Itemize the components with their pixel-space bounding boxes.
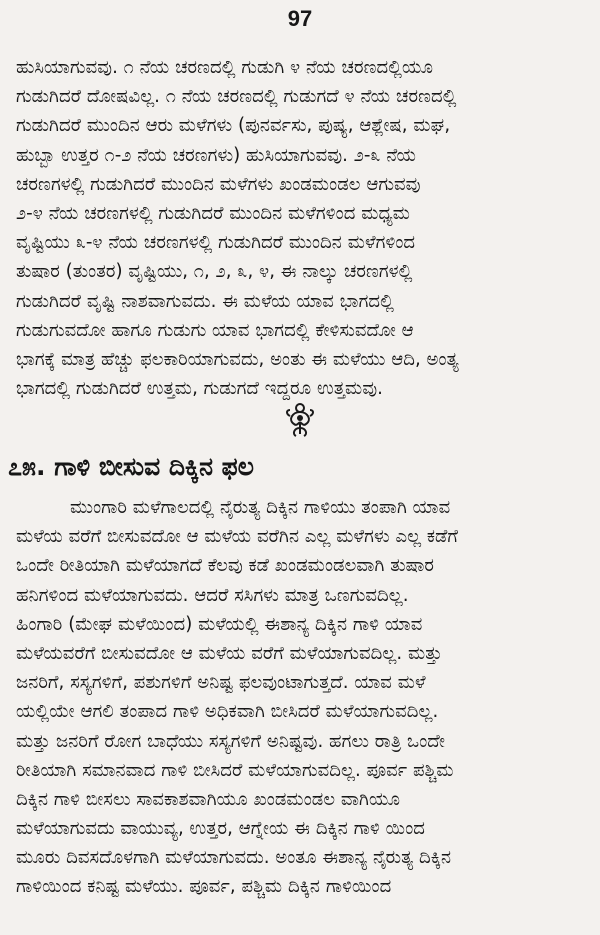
paragraph-2 <box>16 493 588 902</box>
text-line: ಮಳೆಯ ವರೆಗೆ ಬೀಸುವದೋ ಆ ಮಳೆಯ ವರೆಗಿನ ಎಲ್ಲ ಮಳೆಗಳು ಎಲ್ಲ ಕಡೆಗೆ <box>16 526 458 548</box>
text-line: ಯಲ್ಲಿಯೇ ಆಗಲಿ ತಂಪಾದ ಗಾಳಿ ಅಧಿಕವಾಗಿ ಬೀಸಿದರೆ ಮಳೆಯಾಗುವದಿಲ್ಲ. <box>16 701 439 723</box>
text-line: ರೀತಿಯಾಗಿ ಸಮಾನವಾದ ಗಾಳಿ ಬೀಸಿದರೆ ಮಳೆಯಾಗುವದಿಲ್ಲ. ಪೂರ್ವ ಪಶ್ಚಿಮ <box>16 759 454 781</box>
text-line: ಚರಣಗಳಲ್ಲಿ ಗುಡುಗಿದರೆ ಮುಂದಿನ ಮಳೆಗಳು ಖಂಡಮಂಡಲ ಆಗುವವು <box>16 173 421 195</box>
text-line: ಗುಡುಗಿದರೆ ವೃಷ್ಟಿ ನಾಶವಾಗುವದು. ಈ ಮಳೆಯ ಯಾವ ಭಾಗದಲ್ಲಿ <box>16 290 394 312</box>
text-line: ಮಳೆಯವರೆಗೆ ಬೀಸುವದೋ ಆ ಮಳೆಯ ವರೆಗೆ ಮಳೆಯಾಗುವದಿಲ್ಲ. ಮತ್ತು <box>16 642 443 664</box>
text-line: ಗಾಳಿಯಿಂದ ಕನಿಷ್ಟ ಮಳೆಯು. ಪೂರ್ವ, ಪಶ್ಚಿಮ ದಿಕ್ಕಿನ ಗಾಳಿಯಿಂದ <box>16 876 392 898</box>
text-line: ಗುಡುಗಿದರೆ ಮುಂದಿನ ಆರು ಮಳೆಗಳು (ಪುನರ್ವಸು, ಪುಷ್ಯ, ಆಶ್ಲೇಷ, ಮಘ, <box>16 115 451 137</box>
text-line: ದಿಕ್ಕಿನ ಗಾಳಿ ಬೀಸಲು ಸಾವಕಾಶವಾಗಿಯೂ ಖಂಡಮಂಡಲ ವಾಗಿಯೂ <box>16 788 401 810</box>
text-line: ವೃಷ್ಟಿಯು ೩-೪ ನೆಯ ಚರಣಗಳಲ್ಲಿ ಗುಡುಗಿದರೆ ಮುಂದಿನ ಮಳೆಗಳಿಂದ <box>16 232 416 254</box>
text-line: ಮಳೆಯಾಗುವದು ವಾಯುವ್ಯ, ಉತ್ತರ, ಆಗ್ನೇಯ ಈ ದಿಕ್ಕಿನ ಗಾಳಿ ಯಿಂದ <box>16 818 425 840</box>
text-line: ೨-೪ ನೆಯ ಚರಣಗಳಲ್ಲಿ ಗುಡುಗಿದರೆ ಮುಂದಿನ ಮಳೆಗಳಿಂದ ಮಧ್ಯಮ <box>16 202 411 224</box>
section-heading: ೭೫. ಗಾಳಿ ಬೀಸುವ ದಿಕ್ಕಿನ ಫಲ <box>8 452 254 481</box>
text-line: ತುಷಾರ (ತುಂತರ) ವೃಷ್ಟಿಯು, ೧, ೨, ೩, ೪, ಈ ನಾಲ್ಕು ಚರಣಗಳಲ್ಲಿ <box>16 261 413 283</box>
text-line: ಗುಡುಗಿದರೆ ದೋಷವಿಲ್ಲ. ೧ ನೆಯ ಚರಣದಲ್ಲಿ ಗುಡುಗದೆ ೪ ನೆಯ ಚರಣದಲ್ಲಿ <box>16 86 457 108</box>
paragraph-1 <box>16 53 588 403</box>
text-line: ಜನರಿಗೆ, ಸಸ್ಯಗಳಿಗೆ, ಪಶುಗಳಿಗೆ ಅನಿಷ್ಟ ಫಲವುಂಟಾಗುತ್ತದೆ. ಯಾವ ಮಳೆ <box>16 672 426 694</box>
text-line: ಮತ್ತು ಜನರಿಗೆ ರೋಗ ಬಾಧೆಯು ಸಸ್ಯಗಳಿಗೆ ಅನಿಷ್ಟವು. ಹಗಲು ರಾತ್ರಿ ಒಂದೇ <box>16 730 446 752</box>
text-line: ಹಿಂಗಾರಿ (ಮೇಘ ಮಳೆಯಿಂದ) ಮಳೆಯಲ್ಲಿ ಈಶಾನ್ಯ ದಿಕ್ಕಿನ ಗಾಳಿ ಯಾವ <box>16 613 423 635</box>
text-line: ಹುಸಿಯಾಗುವವು. ೧ ನೆಯ ಚರಣದಲ್ಲಿ ಗುಡುಗಿ ೪ ನೆಯ ಚರಣದಲ್ಲಿಯೂ <box>16 57 434 78</box>
text-line: ಮೂರು ದಿವಸದೊಳಗಾಗಿ ಮಳೆಯಾಗುವದು. ಅಂತೂ ಈಶಾನ್ಯ ನೈರುತ್ಯ ದಿಕ್ಕಿನ <box>16 847 452 869</box>
text-line: ಗುಡುಗುವದೋ ಹಾಗೂ ಗುಡುಗು ಯಾವ ಭಾಗದಲ್ಲಿ ಕೇಳಿಸುವದೋ ಆ <box>16 319 414 341</box>
text-line: ಭಾಗಕ್ಕೆ ಮಾತ್ರ ಹೆಚ್ಚು ಫಲಕಾರಿಯಾಗುವದು, ಅಂತು ಈ ಮಳೆಯು ಆದಿ, ಅಂತ್ಯ <box>16 348 459 370</box>
text-line: ಒಂದೇ ರೀತಿಯಾಗಿ ಮಳೆಯಾಗದೆ ಕೆಲವು ಕಡೆ ಖಂಡಮಂಡಲವಾಗಿ ತುಷಾರ <box>16 555 435 577</box>
text-line: ಭಾಗದಲ್ಲಿ ಗುಡುಗಿದರೆ ಉತ್ತಮ, ಗುಡುಗದೆ ಇದ್ದರೂ ಉತ್ತಮವು. <box>16 378 383 400</box>
text-line: ಹುಬ್ಬಾ ಉತ್ತರ ೧-೨ ನೆಯ ಚರಣಗಳು) ಹುಸಿಯಾಗುವವು. ೨-೩ ನೆಯ <box>16 144 417 166</box>
text-line: ಹನಿಗಳಿಂದ ಮಳೆಯಾಗುವದು. ಆದರೆ ಸಸಿಗಳು ಮಾತ್ರ ಒಣಗುವದಿಲ್ಲ. <box>16 584 409 606</box>
text-line: ಮುಂಗಾರಿ ಮಳೆಗಾಲದಲ್ಲಿ ನೈರುತ್ಯ ದಿಕ್ಕಿನ ಗಾಳಿಯು ತಂಪಾಗಿ ಯಾವ <box>70 497 451 518</box>
page-number: 97 <box>287 6 313 31</box>
floral-ornament-icon <box>284 400 316 438</box>
